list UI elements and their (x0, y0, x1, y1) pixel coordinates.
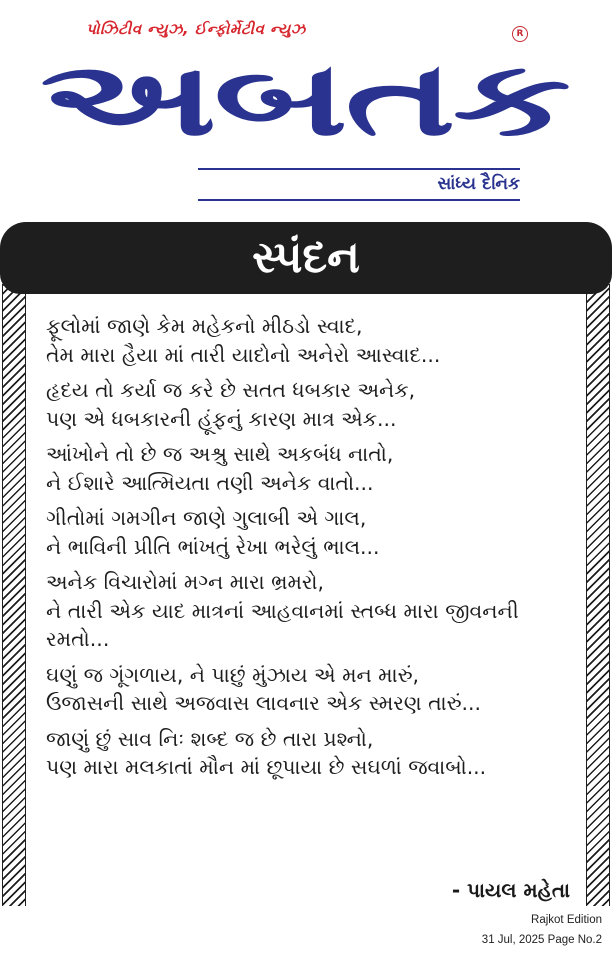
poem-stanza (46, 725, 576, 782)
poem-line: આંખોને તો છે જ અશ્રુ સાથે અકબંધ નાતો, (46, 442, 394, 466)
poem-stanza (46, 661, 576, 718)
poem (46, 312, 576, 789)
poem-line: પણ મારા મલકાતાં મૌન માં છૂપાયા છે સઘળાં જવાબો... (46, 755, 487, 779)
poem-stanza (46, 312, 576, 369)
column-banner (0, 222, 612, 294)
hatched-border-left (2, 284, 26, 906)
poem-line: પણ એ ધબકારની હૂંફનું કારણ માત્ર એક... (46, 406, 397, 431)
poem-line: તેમ મારા હૈયા માં તારી યાદોનો અનેરો આસ્વાદ... (46, 342, 441, 367)
hatched-border-right (586, 284, 610, 906)
poem-line: ને ઈશારે આત્મિયતા તણી અનેક વાતો... (46, 470, 374, 495)
registered-mark-icon: R (512, 26, 528, 42)
column-title: સ્પંદન (252, 232, 360, 283)
poem-stanza (46, 440, 576, 497)
poem-line: ને ભાવિની પ્રીતિ ભાંખતું રેખા ભરેલું ભાલ... (46, 534, 380, 559)
poem-line: અનેક વિચારોમાં મગ્ન મારા ભ્રમરો, (46, 570, 325, 594)
poem-line: જાણું છું સાવ નિઃ શબ્દ જ છે તારા પ્રશ્નો, (46, 726, 374, 751)
masthead-tagline: પોઝિટીવ ન્યુઝ, ઈન્ફોર્મેટીવ ન્યુઝ (86, 20, 306, 38)
poem-author: - પાયલ મહેતા (451, 878, 570, 902)
masthead-subtitle: સાંધ્ય દૈનિક (437, 174, 520, 194)
newspaper-logo: અબતક (40, 40, 568, 159)
poem-stanza (46, 504, 576, 561)
edition-info (402, 910, 602, 950)
edition-name: Rajkot Edition (531, 914, 602, 926)
poem-line: ફૂલોમાં જાણે કેમ મહેકનો મીઠડો સ્વાદ, (46, 314, 363, 338)
edition-date-page: 31 Jul, 2025 Page No.2 (481, 934, 602, 946)
poem-line: ઘણું જ ગૂંગળાય, ને પાછું મુંઝાય એ મન મારું, (46, 662, 420, 687)
poem-line: હૃદય તો કર્યા જ કરે છે સતત ધબકાર અનેક, (46, 378, 416, 402)
poem-line: ગીતોમાં ગમગીન જાણે ગુલાબી એ ગાલ, (46, 506, 367, 530)
poem-stanza (46, 376, 576, 433)
poem-line: ઉજાસની સાથે અજવાસ લાવનાર એક સ્મરણ તારું... (46, 691, 482, 715)
poem-stanza (46, 568, 576, 654)
logo-rule-bottom (198, 199, 520, 201)
poem-line: ને તારી એક યાદ માત્રનાં આહવાનમાં સ્તબ્ધ મારા જીવનની રમતો... (46, 598, 519, 651)
